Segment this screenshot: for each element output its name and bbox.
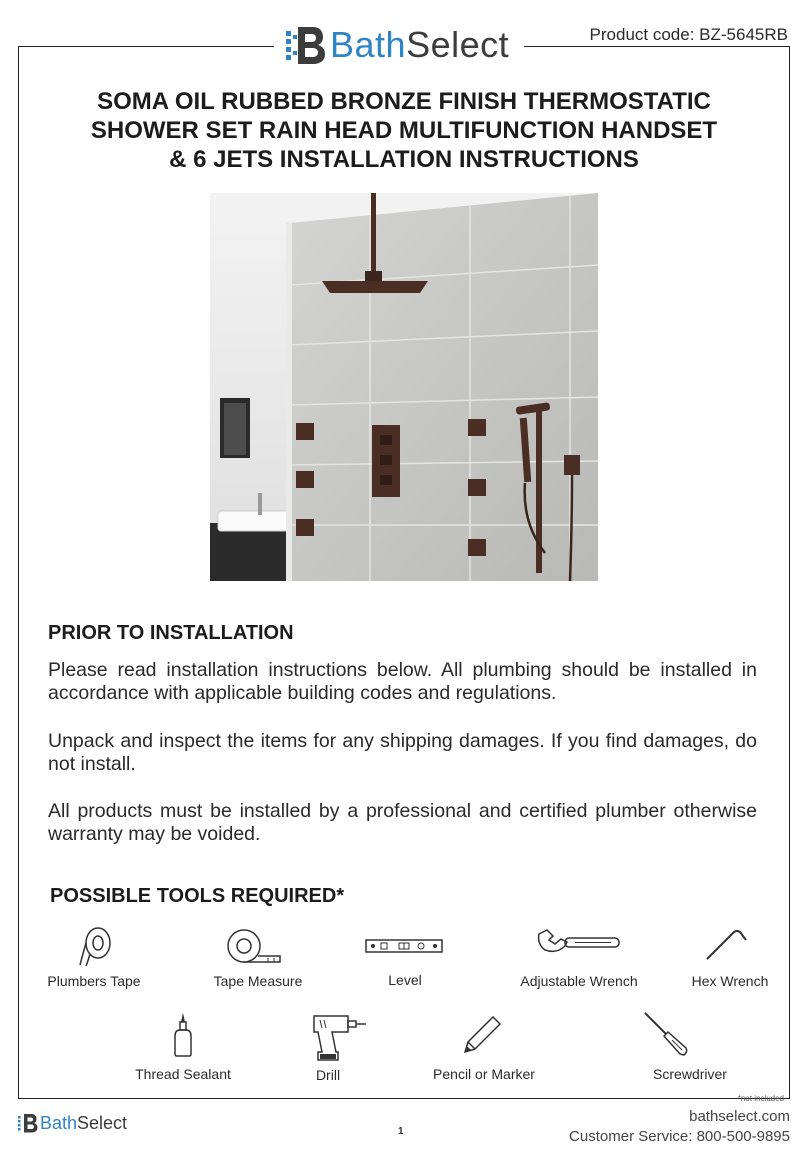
tool-label: Plumbers Tape bbox=[47, 973, 141, 989]
header-rule-left bbox=[18, 46, 274, 47]
tape-roll-icon bbox=[76, 925, 114, 967]
tool-label: Tape Measure bbox=[213, 973, 303, 989]
bathselect-mark-icon bbox=[18, 1112, 38, 1134]
tool-label: Drill bbox=[315, 1067, 341, 1083]
footer-customer-service: Customer Service: 800-500-9895 bbox=[569, 1128, 790, 1145]
product-code: Product code: BZ-5645RB bbox=[589, 25, 788, 44]
tool-label: Pencil or Marker bbox=[433, 1066, 535, 1082]
drill-icon bbox=[310, 1012, 368, 1062]
level-icon bbox=[365, 938, 443, 954]
header-rule-right bbox=[524, 46, 790, 47]
bathselect-mark-icon bbox=[286, 23, 326, 67]
footer-brand-bath: Bath bbox=[40, 1112, 78, 1133]
section-heading-tools: POSSIBLE TOOLS REQUIRED* bbox=[50, 885, 345, 907]
brand-logo bbox=[286, 20, 509, 70]
instruction-paragraph: Please read installation instructions below. All plumbing should be installed in accordance with applicable building codes and regulations. bbox=[48, 659, 757, 704]
title-line: & 6 JETS INSTALLATION INSTRUCTIONS bbox=[169, 146, 639, 173]
tools-footnote: *not included bbox=[737, 1094, 784, 1103]
tool-label: Adjustable Wrench bbox=[520, 973, 638, 989]
brand-name-bath: Bath bbox=[330, 24, 407, 65]
product-photo bbox=[210, 193, 598, 581]
tool-label: Screwdriver bbox=[653, 1066, 727, 1082]
footer-logo bbox=[18, 1112, 127, 1134]
adjustable-wrench-icon bbox=[535, 928, 623, 956]
title-line: SHOWER SET RAIN HEAD MULTIFUNCTION HANDSET bbox=[90, 117, 718, 144]
section-heading-prior: PRIOR TO INSTALLATION bbox=[48, 622, 294, 644]
thread-sealant-icon bbox=[172, 1012, 194, 1058]
page-number: 1 bbox=[398, 1126, 404, 1137]
footer-website-link[interactable]: bathselect.com bbox=[689, 1108, 790, 1125]
instruction-paragraph: Unpack and inspect the items for any shipping damages. If you find damages, do not install. bbox=[48, 730, 757, 775]
tool-label: Level bbox=[388, 972, 422, 988]
footer-brand-select: Select bbox=[77, 1112, 128, 1133]
hex-wrench-icon bbox=[704, 928, 748, 962]
tool-label: Hex Wrench bbox=[691, 973, 769, 989]
tool-label: Thread Sealant bbox=[135, 1066, 231, 1082]
page-title bbox=[40, 87, 768, 174]
title-line: SOMA OIL RUBBED BRONZE FINISH THERMOSTATIC bbox=[97, 88, 711, 115]
screwdriver-icon bbox=[642, 1010, 690, 1058]
tape-measure-icon bbox=[224, 926, 284, 966]
pencil-icon bbox=[463, 1014, 503, 1054]
instruction-paragraph: All products must be installed by a professional and certified plumber otherwise warranty may be voided. bbox=[48, 800, 757, 845]
brand-name-select: Select bbox=[406, 24, 510, 65]
